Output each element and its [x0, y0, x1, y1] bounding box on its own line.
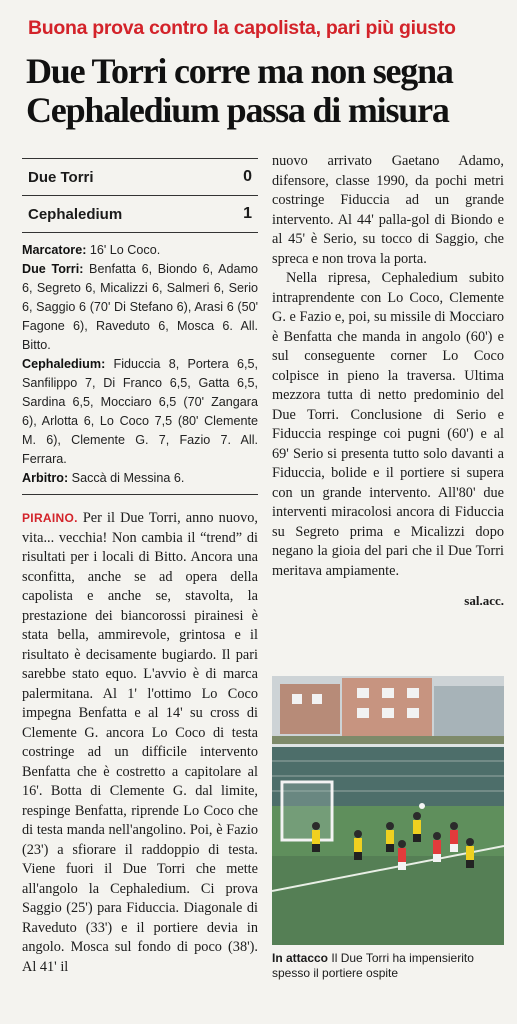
dateline: PIRAINO. — [22, 511, 78, 525]
team-goals: 0 — [243, 168, 252, 185]
away-lineup — [22, 355, 258, 469]
team-name: Cephaledium — [28, 205, 123, 223]
away-lineup-label: Cephaledium: — [22, 357, 106, 371]
match-photo — [272, 676, 504, 945]
right-column — [272, 152, 504, 611]
scorer-label: Marcatore: — [22, 243, 87, 257]
headline-line-1: Due Torri corre ma non segna — [26, 51, 453, 91]
home-lineup-value: Benfatta 6, Biondo 6, Adamo 6, Segreto 6, Micalizzi 6, Salmeri 6, Serio 6, Saggio 6 (70' Di Stefano 6), Arasi 6 (50' Fagone 6), Raveduto 6, Mosca 6. All. Bitto. — [22, 262, 258, 352]
article-body-left — [22, 509, 258, 977]
scorer-value: 16' Lo Coco. — [89, 243, 161, 257]
caption-label: In attacco — [272, 951, 329, 965]
photo-caption — [272, 951, 504, 981]
score-row-away — [22, 195, 258, 233]
team-goals: 1 — [243, 205, 252, 222]
home-lineup-label: Due Torri: — [22, 262, 84, 276]
article-body-right — [272, 152, 504, 611]
score-row-home — [22, 158, 258, 195]
kicker: Buona prova contro la capolista, pari più giusto — [28, 17, 456, 39]
caption-text: Il Due Torri ha impensierito spesso il portiere ospite — [272, 951, 474, 980]
scorer-line — [22, 241, 258, 260]
headline — [26, 52, 506, 130]
away-lineup-value: Fiduccia 8, Portera 6,5, Sanfilippo 7, Di Franco 6,5, Gatta 6,5, Sardina 6,5, Mocciaro 6,5 (70' Zangara 6), Arlotta 6, Lo Coco 7,5 (80' Clemente M. 6), Clemente G. 7, Fazio 7. All. Ferrara. — [22, 357, 259, 466]
left-column — [22, 158, 258, 977]
referee-label: Arbitro: — [22, 471, 69, 485]
headline-line-2: Cephaledium passa di misura — [26, 90, 449, 130]
article-paragraph: Nella ripresa, Cephaledium subito intraprendente con Lo Coco, Clemente G. e Fazio e, poi, su missile di Mocciaro è Benfatta che manda in angolo (60') e sul conseguente corner Lo Coco colpisce in pieno la traversa. Ultima mezzora tutta di netto predominio del Due Torri. Conclusione di Serio e Fiduccia respinge coi pugni (60') e al 69' Serio si presenta tutto solo davanti a Fiduccia, bolide e il portiere si supera con un grande intervento. All'80' due interventi miracolosi ancora di Fiduccia su Segreto prima e Micalizzi dopo negano la gioia del pari che il Due Torri meritava ampiamente. — [272, 270, 504, 579]
team-name: Due Torri — [28, 168, 94, 186]
referee-value: Saccà di Messina 6. — [71, 471, 185, 485]
match-photo-image — [272, 676, 504, 945]
home-lineup — [22, 260, 258, 355]
author-signature: sal.acc. — [464, 593, 504, 608]
article-text-left: Per il Due Torri, anno nuovo, vita... vecchia! Non cambia il “trend” di risultati per i locali di Bitto. Ancora una sconfitta, anche se ad opera della capolista e anche se, stavolta, la prestazione dei biancorossi pirainesi è stata bella, ammirevole, grintosa e il risultato è decisamente bugiardo. Il pari sarebbe stato equo. L'avvio è di marca palermitana. Al 1' l'ottimo Lo Coco impegna Benfatta e al 14' su cross di Clemente G. ancora Lo Coco di testa costringe ad un difficile intervento Benfatta che è costretto a capitolare al 16'. Botta di Clemente G. dal limite, respinge Benfatta, riprende Lo Coco che di testa manda nell'angolino. Poi, è Fazio (23') a sfiorare il raddoppio di testa. Viene fuori il Due Torri che mette all'angolo la Cephaledium. Ci prova Saggio (25') para Fiduccia. Diagonale di Raveduto (33') e il portiere devia in angolo. Mosca sul fondo di poco (38'). Al 41' il — [22, 510, 258, 975]
match-report-box — [22, 241, 258, 495]
article-paragraph: nuovo arrivato Gaetano Adamo, difensore, classe 1990, da pochi metri costringe Fiduccia ad un grande intervento. Al 44' palla-gol di Biondo e al 45' è Serio, su tocco di Saggio, che spreca e non trova la porta. — [272, 153, 504, 267]
referee-line — [22, 469, 258, 488]
divider — [22, 494, 258, 495]
